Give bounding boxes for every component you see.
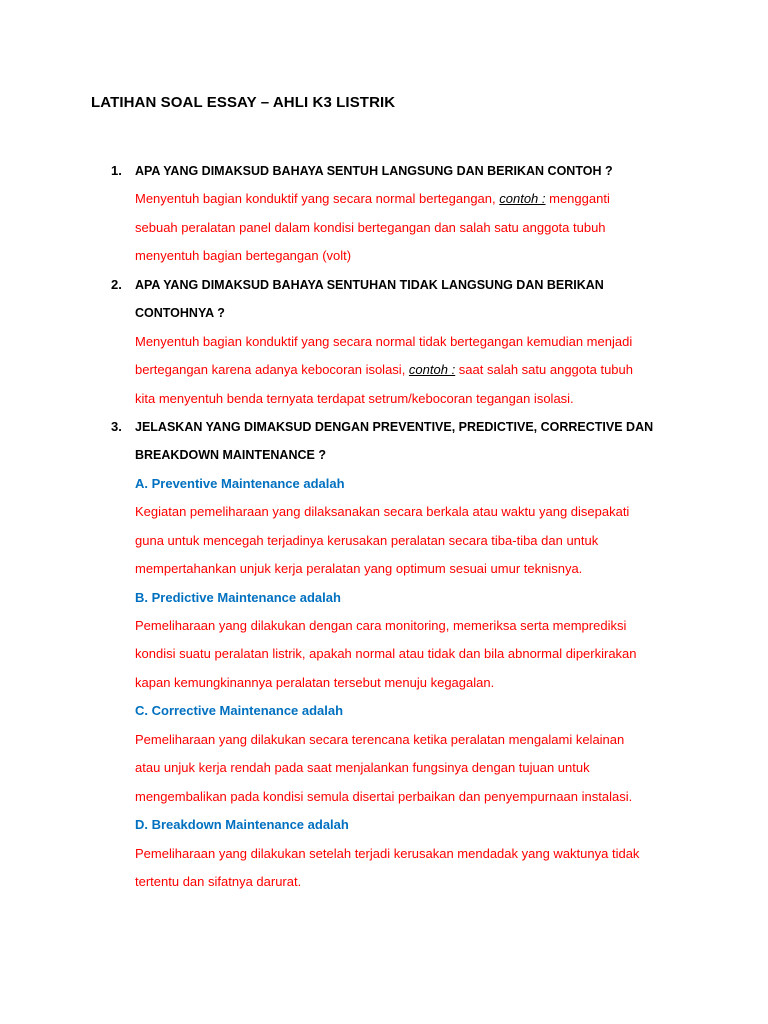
answer-text: sebuah peralatan panel dalam kondisi bertegangan dan salah satu anggota tubuh bbox=[135, 219, 606, 235]
answer-line bbox=[0, 242, 768, 270]
section-heading-predictive: B. Predictive Maintenance adalah bbox=[135, 589, 341, 605]
question-text: APA YANG DIMAKSUD BAHAYA SENTUH LANGSUNG DAN BERIKAN CONTOH ? bbox=[135, 164, 613, 178]
question-text: CONTOHNYA ? bbox=[135, 306, 225, 321]
answer-line: guna untuk mencegah terjadinya kerusakan peralatan secara tiba-tiba dan untuk bbox=[135, 532, 599, 548]
answer-line: mengembalikan pada kondisi semula disertai perbaikan dan penyempurnaan instalasi. bbox=[135, 788, 633, 804]
question-line bbox=[0, 441, 768, 469]
answer-line: mempertahankan unjuk kerja peralatan yang optimum sesuai umur teknisnya. bbox=[135, 561, 583, 577]
question-item-2 bbox=[0, 271, 768, 413]
question-number: 2. bbox=[111, 276, 122, 292]
answer-line: Pemeliharaan yang dilakukan secara terencana ketika peralatan mengalami kelainan bbox=[135, 731, 625, 747]
question-text: BREAKDOWN MAINTENANCE ? bbox=[135, 448, 326, 463]
question-list bbox=[0, 157, 768, 896]
answer-text: mengganti bbox=[545, 191, 610, 207]
answer-text: kita menyentuh benda ternyata terdapat setrum/kebocoran tegangan isolasi. bbox=[135, 390, 574, 406]
question-item-3 bbox=[0, 413, 768, 896]
section-heading-preventive: A. Preventive Maintenance adalah bbox=[135, 475, 345, 491]
contoh-label: contoh : bbox=[499, 191, 546, 207]
question-line bbox=[0, 271, 768, 299]
question-item-1 bbox=[0, 157, 768, 271]
answer-text: saat salah satu anggota tubuh bbox=[455, 362, 633, 378]
answer-line: atau unjuk kerja rendah pada saat menjalankan fungsinya dengan tujuan untuk bbox=[135, 760, 590, 776]
question-number: 1. bbox=[111, 163, 122, 178]
answer-line: kapan kemungkinannya peralatan tersebut menuju kegagalan. bbox=[135, 674, 495, 690]
question-number: 3. bbox=[111, 418, 122, 434]
document-title: LATIHAN SOAL ESSAY – AHLI K3 LISTRIK bbox=[91, 94, 396, 111]
answer-line: kondisi suatu peralatan listrik, apakah normal atau tidak dan bila abnormal diperkirakan bbox=[135, 646, 637, 662]
contoh-label: contoh : bbox=[408, 362, 456, 378]
answer-text: Menyentuh bagian konduktif yang secara normal bertegangan, bbox=[135, 191, 500, 207]
answer-text: bertegangan karena adanya kebocoran isolasi, bbox=[135, 362, 409, 378]
answer-line bbox=[0, 356, 768, 384]
question-line bbox=[0, 157, 768, 185]
answer-line: tertentu dan sifatnya darurat. bbox=[135, 873, 302, 889]
question-text: APA YANG DIMAKSUD BAHAYA SENTUHAN TIDAK LANGSUNG DAN BERIKAN bbox=[135, 277, 604, 292]
answer-line: Pemeliharaan yang dilakukan dengan cara monitoring, memeriksa serta memprediksi bbox=[135, 618, 627, 633]
section-heading-corrective: C. Corrective Maintenance adalah bbox=[135, 703, 344, 719]
answer-text: menyentuh bagian bertegangan (volt) bbox=[135, 248, 352, 264]
answer-line bbox=[0, 328, 768, 356]
answer-line bbox=[0, 214, 768, 242]
answer-line: Pemeliharaan yang dilakukan setelah terjadi kerusakan mendadak yang waktunya tidak bbox=[135, 845, 640, 861]
question-line bbox=[0, 413, 768, 441]
answer-line bbox=[0, 185, 768, 213]
question-text: JELASKAN YANG DIMAKSUD DENGAN PREVENTIVE, PREDICTIVE, CORRECTIVE DAN bbox=[135, 419, 654, 434]
answer-line bbox=[0, 385, 768, 413]
section-heading-breakdown: D. Breakdown Maintenance adalah bbox=[135, 817, 349, 833]
question-line bbox=[0, 299, 768, 327]
answer-text: Menyentuh bagian konduktif yang secara normal tidak bertegangan kemudian menjadi bbox=[135, 333, 633, 349]
answer-line: Kegiatan pemeliharaan yang dilaksanakan secara berkala atau waktu yang disepakati bbox=[135, 504, 630, 520]
